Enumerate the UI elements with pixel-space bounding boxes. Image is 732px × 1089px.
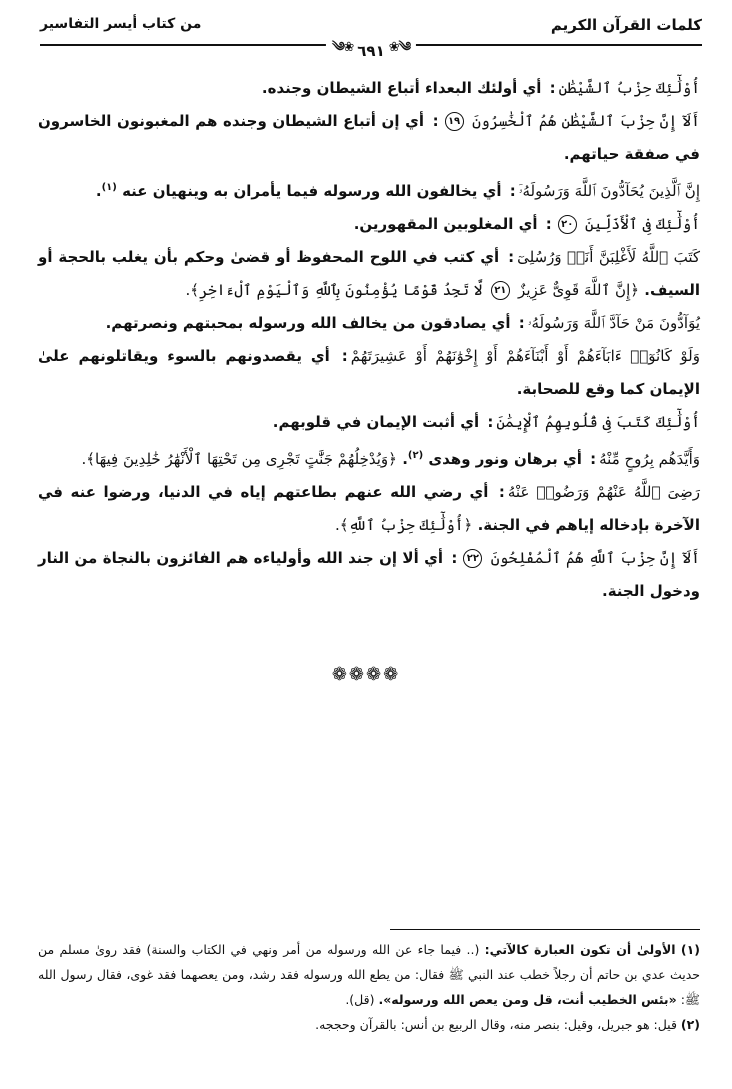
explanation: أي كتب في اللوح المحفوظ أو قضىٰ وحكم بأن يغلب بالحجة أو السيف. bbox=[38, 248, 700, 299]
entry-4: أُوْلَٰٓئِكَ فِى ٱلْأَذَلِّينَ ٢٠: أي المغلوبين المقهورين. bbox=[353, 215, 700, 233]
entry-11: أَلَآ إِنَّ حِزْبَ ٱللَّهِ هُمُ ٱلْمُفْلِحُونَ ٢٢: أي ألا إن جند الله وأولياءه هم الفائزون بالنجاة من النار ودخول الجنة. bbox=[38, 549, 700, 600]
entry-2: أَلَآ إِنَّ حِزْبَ ٱلشَّيْطَٰنِ هُمُ ٱلْخَٰسِرُونَ ١٩: أي إن أتباع الشيطان وجنده هم المغبونون الخاسرون في صفقة حياتهم. bbox=[38, 112, 700, 163]
punctuation: . bbox=[95, 182, 102, 200]
entry-9: وَأَيَّدَهُم بِرُوحٍ مِّنْهُ: أي برهان ونور وهدى $^{(٢)}$. ﴿وَيُدْخِلُهُمْ جَنَّٰتٍ تَجْرِى مِن تَحْتِهَا ٱلْأَنْهَٰرُ خَٰلِدِينَ فِيهَا﴾. bbox=[81, 450, 700, 468]
header-ornament bbox=[326, 32, 416, 69]
explanation: أي ألا إن جند الله وأولياءه هم الفائزون بالنجاة من النار ودخول الجنة. bbox=[38, 549, 700, 600]
explanation: أي يقصدونهم بالسوء ويقاتلونهم علىٰ الإيمان كما وقع للصحابة. bbox=[38, 347, 700, 398]
quran-phrase-2: ﴿إِنَّ ٱللَّهَ قَوِىٌّ عَزِيزٌ bbox=[518, 281, 640, 299]
explanation: أي أثبت الإيمان في قلوبهم. bbox=[272, 413, 480, 431]
footnote-marker[interactable]: (٢) bbox=[407, 450, 424, 461]
ayah-number-icon: ٢٠ bbox=[558, 215, 577, 234]
entry-7: وَلَوْ كَانُوٓا۟ ءَابَآءَهُمْ أَوْ أَبْنَآءَهُمْ أَوْ إِخْوَٰنَهُمْ أَوْ عَشِيرَتَهُمْ: أي يقصدونهم بالسوء ويقاتلونهم علىٰ الإيمان كما وقع للصحابة. bbox=[38, 347, 700, 398]
ayah-number-icon: ١٩ bbox=[445, 112, 464, 131]
footnotes bbox=[38, 937, 700, 1037]
page-number: ٦٩١ bbox=[357, 41, 385, 60]
ornament-left-icon: ❀༄ bbox=[331, 40, 354, 55]
ayah-number-icon: ٢٢ bbox=[463, 549, 482, 568]
footnote-number: (٢) bbox=[680, 1017, 700, 1032]
entry-8: أُوْلَٰٓئِكَ كَتَبَ فِى قُلُوبِهِمُ ٱلْإِيمَٰنَ: أي أثبت الإيمان في قلوبهم. bbox=[272, 413, 700, 431]
quran-phrase-2: ﴿أُوْلَٰٓئِكَ حِزْبُ ٱللَّهِ﴾. bbox=[335, 516, 473, 534]
explanation: أي المغلوبين المقهورين. bbox=[353, 215, 538, 233]
quran-phrase: أَلَآ إِنَّ حِزْبَ ٱللَّهِ هُمُ ٱلْمُفْلِحُونَ bbox=[490, 549, 700, 567]
quran-phrase: وَأَيَّدَهُم بِرُوحٍ مِّنْهُ bbox=[599, 450, 700, 468]
footnote-lead: الأولىٰ أن تكون العبارة كالآتي: bbox=[484, 942, 676, 957]
ayah-number-icon: ٢١ bbox=[491, 281, 510, 300]
explanation: أي يخالفون الله ورسوله فيما يأمران به وينهيان عنه bbox=[122, 182, 502, 200]
glossary-body bbox=[38, 72, 700, 608]
header-source-title: من كتاب أيسر التفاسير bbox=[40, 16, 202, 32]
quran-phrase-2: ﴿وَيُدْخِلُهُمْ جَنَّٰتٍ تَجْرِى مِن تَحْتِهَا ٱلْأَنْهَٰرُ خَٰلِدِينَ فِيهَا﴾. bbox=[81, 450, 397, 468]
entry-3: إِنَّ ٱلَّذِينَ يُحَآدُّونَ ٱللَّهَ وَرَسُولَهُۥٓ: أي يخالفون الله ورسوله فيما يأمران به وينهيان عنه $^{(١)}$. bbox=[95, 182, 700, 200]
quran-phrase: وَلَوْ كَانُوٓا۟ ءَابَآءَهُمْ أَوْ أَبْنَآءَهُمْ أَوْ إِخْوَٰنَهُمْ أَوْ عَشِيرَتَهُمْ bbox=[350, 347, 700, 365]
explanation: أي رضي الله عنهم بطاعتهم إياه في الدنيا، ورضوا عنه في الآخرة بإدخاله إياهم في الجنة. bbox=[38, 483, 700, 534]
quran-phrase: أُوْلَٰٓئِكَ كَتَبَ فِى قُلُوبِهِمُ ٱلْإِيمَٰنَ bbox=[496, 413, 700, 431]
entry-6: يُوَآدُّونَ مَنْ حَآدَّ ٱللَّهَ وَرَسُولَهُۥ: أي يصادقون من يخالف الله ورسوله بمحبتهم ونصرتهم. bbox=[105, 314, 700, 332]
section-end-ornament-icon: ❁❁❁❁ bbox=[331, 664, 401, 685]
explanation: أي برهان ونور وهدى bbox=[428, 450, 582, 468]
page-header bbox=[40, 14, 702, 60]
entry-1: أُوْلَٰٓئِكَ حِزْبُ ٱلشَّيْطَٰنِ: أي أولئك البعداء أتباع الشيطان وجنده. bbox=[261, 79, 700, 97]
explanation: أي أولئك البعداء أتباع الشيطان وجنده. bbox=[261, 79, 542, 97]
quran-phrase: إِنَّ ٱلَّذِينَ يُحَآدُّونَ ٱللَّهَ وَرَسُولَهُۥٓ bbox=[518, 182, 700, 200]
quran-phrase: يُوَآدُّونَ مَنْ حَآدَّ ٱللَّهَ وَرَسُولَهُۥ bbox=[527, 314, 700, 332]
footnote-marker[interactable]: (١) bbox=[101, 182, 117, 193]
punctuation: . bbox=[402, 450, 408, 468]
quran-phrase-3: لَّا تَجِدُ قَوْمًا يُؤْمِنُونَ بِٱللَّهِ وَٱلْيَوْمِ ٱلْءَاخِرِ﴾. bbox=[185, 281, 483, 299]
explanation: أي إن أتباع الشيطان وجنده هم المغبونون الخاسرون في صفقة حياتهم. bbox=[38, 112, 700, 163]
entry-5: كَتَبَ ٱللَّهُ لَأَغْلِبَنَّ أَنَا۠ وَرُسُلِىٓ: أي كتب في اللوح المحفوظ أو قضىٰ وحكم بأن يغلب بالحجة أو السيف. ﴿إِنَّ ٱللَّهَ قَوِىٌّ عَزِيزٌ ٢١ لَّا تَجِدُ قَوْمًا يُؤْمِنُونَ بِٱللَّهِ وَٱلْيَوْمِ ٱلْءَاخِرِ﴾. bbox=[38, 248, 700, 299]
footnote-2 bbox=[38, 1012, 700, 1037]
explanation: أي يصادقون من يخالف الله ورسوله بمحبتهم ونصرتهم. bbox=[105, 314, 511, 332]
quran-phrase: رَضِىَ ٱللَّهُ عَنْهُمْ وَرَضُوا۟ عَنْهُ bbox=[507, 483, 700, 501]
footnote-text: قيل: هو جبريل، وقيل: بنصر منه، وقال الربيع بن أنس: بالقرآن وحججه. bbox=[315, 1017, 677, 1032]
footnote-1 bbox=[38, 937, 700, 1012]
footnote-rule bbox=[390, 929, 700, 930]
footnote-quote: «بئس الخطيب أنت، قل ومن يعص الله ورسوله». bbox=[378, 992, 677, 1007]
quran-phrase: أَلَآ إِنَّ حِزْبَ ٱلشَّيْطَٰنِ هُمُ ٱلْخَٰسِرُونَ bbox=[472, 112, 700, 130]
quran-phrase: أُوْلَٰٓئِكَ حِزْبُ ٱلشَّيْطَٰنِ bbox=[558, 79, 700, 97]
footnote-number: (١) bbox=[680, 942, 700, 957]
quran-phrase: أُوْلَٰٓئِكَ فِى ٱلْأَذَلِّينَ bbox=[584, 215, 700, 233]
entry-10: رَضِىَ ٱللَّهُ عَنْهُمْ وَرَضُوا۟ عَنْهُ: أي رضي الله عنهم بطاعتهم إياه في الدنيا، ورضوا عنه في الآخرة بإدخاله إياهم في الجنة. ﴿أُوْلَٰٓئِكَ حِزْبُ ٱللَّهِ﴾. bbox=[38, 483, 700, 534]
header-book-title: كلمات القرآن الكريم bbox=[550, 16, 702, 34]
footnote-text: (.. فيما جاء عن الله ورسوله من أمر ونهي في الكتاب والسنة) فقد روىٰ مسلم من حديث عدي بن حاتم أن رجلاً خطب عند النبي ﷺ فقال: من يطع الله ورسوله فقد رشد، ومن يعصهما فقد غوى، فقال رسول الله ﷺ: bbox=[38, 942, 700, 1007]
quran-phrase: كَتَبَ ٱللَّهُ لَأَغْلِبَنَّ أَنَا۠ وَرُسُلِىٓ bbox=[517, 248, 700, 266]
ornament-right-icon: ༄❀ bbox=[388, 40, 411, 55]
footnote-tail: (قل). bbox=[345, 992, 375, 1007]
